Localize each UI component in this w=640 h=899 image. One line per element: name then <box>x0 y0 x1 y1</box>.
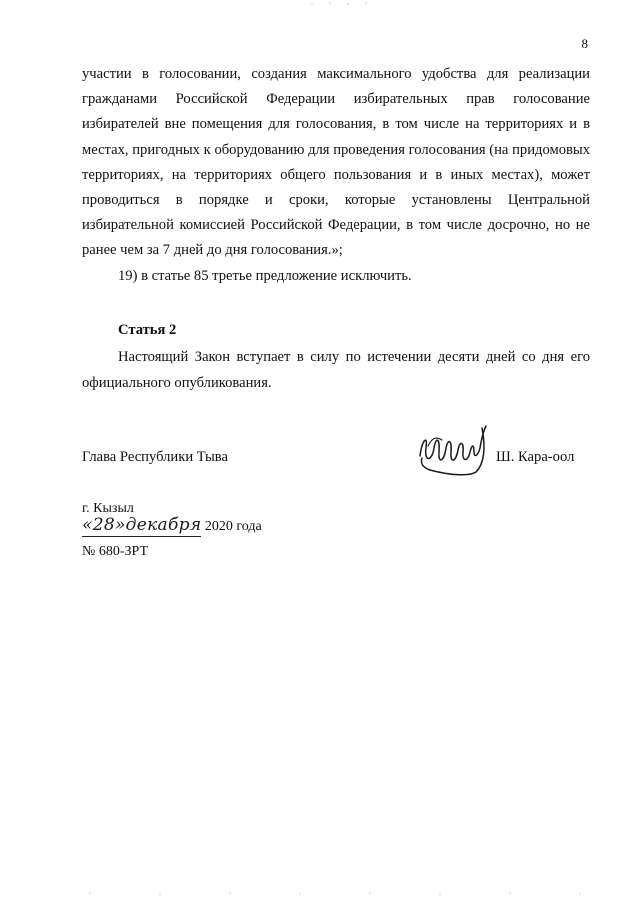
date-year: 2020 года <box>204 519 262 534</box>
paragraph-continued: участии в голосовании, создания максимального удобства для реализации гражданами Российской Федерации избирательных прав голосование избирателей вне помещения для голосования, в том числе на территориях и в местах, пригодных к оборудованию для проведения голосования (на придомовых территориях, на территориях общего пользования и в иных местах), может проводиться в порядке и сроки, которые установлены Центральной избирательной комиссией Российской Федерации, в том числе досрочно, но не ранее чем за 7 дней до дня голосования.»; <box>82 66 590 259</box>
date-day: 28 <box>92 515 115 535</box>
handwritten-signature <box>412 418 494 478</box>
date-month: декабря <box>125 515 202 535</box>
article-2-heading: Статья 2 <box>118 322 177 338</box>
signer-name: Ш. Кара-оол <box>496 449 575 465</box>
page-number: 8 <box>581 36 588 51</box>
law-number: № 680-ЗРТ <box>82 544 149 559</box>
item-19: 19) в статье 85 третье предложение исключить. <box>118 267 412 284</box>
article-2-text: Настоящий Закон вступает в силу по истечении десяти дней со дня его официального опубликования. <box>82 349 590 391</box>
date-close-quote: » <box>114 515 126 535</box>
law-body-text <box>82 62 590 289</box>
date-open-quote: « <box>82 515 93 535</box>
place-of-signing: г. Кызыл <box>82 501 134 516</box>
signing-date <box>82 516 262 538</box>
date-handwritten-part <box>82 516 201 537</box>
signer-title: Глава Республики Тыва <box>82 449 228 465</box>
